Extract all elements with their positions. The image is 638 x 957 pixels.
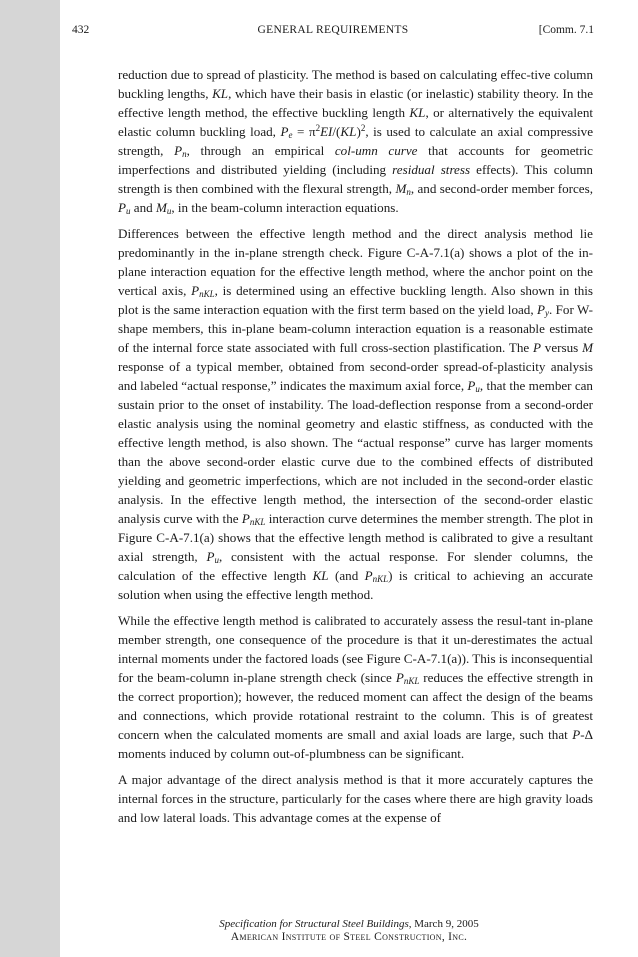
italic-text: col-umn curve — [334, 143, 418, 158]
spec-title: Specification for Structural Steel Buildings, — [219, 918, 412, 930]
text-run: that accounts for geometric imperfections and distributed yielding (including — [118, 143, 593, 177]
text-run: , consistent with the actual response. For slender columns, the calculation of the effective length — [118, 549, 593, 583]
subscript: u — [126, 206, 131, 216]
subscript: u — [214, 555, 219, 565]
text-run: , or alternatively the equivalent elastic column buckling load, — [118, 105, 594, 139]
text-run: Differences between the effective length method and the direct analysis method lie predominantly in the in-plane strength check. Figure C-A-7.1(a) shows a plot of the in-plane interaction equation for the effective length method, where the anchor point on the vertical axis, — [118, 226, 593, 298]
text-run: response of a typical member, obtained from second-order spread-of-plasticity analysis and labeled “actual response,” indicates the maximum axial force, — [118, 359, 593, 393]
subscript: e — [288, 130, 293, 140]
subscript: n — [182, 149, 187, 159]
text-run: , is determined using an effective buckling length. Also shown in this plot is the same interaction equation with the first term based on the yield load, — [118, 283, 593, 317]
text-run: , through an empirical — [186, 143, 335, 158]
text-run: , in the beam-column interaction equations. — [171, 200, 399, 215]
italic-text: P — [572, 727, 581, 742]
page-gutter — [0, 0, 60, 957]
italic-text: KL — [212, 86, 229, 101]
text-run: A major advantage of the direct analysis method is that it more accurately captures the internal forces in the structure, particularly for the cases where there are high gravity loads and low lateral loads. This advantage comes at the expense of — [118, 772, 593, 825]
footer-spec-line — [60, 918, 638, 931]
text-run: . For W-shape members, this in-plane beam-column interaction equation is a reasonable estimate of the internal force state associated with full cross-section plastification. The — [118, 302, 593, 355]
spec-date: March 9, 2005 — [411, 918, 479, 930]
italic-text: M — [155, 200, 167, 215]
italic-text: M — [582, 340, 593, 355]
page-footer — [60, 918, 638, 944]
italic-text: KL — [312, 568, 329, 583]
italic-text: P — [395, 670, 404, 685]
text-run: /( — [332, 124, 341, 139]
text-run: = π — [292, 124, 316, 139]
italic-text: KL — [409, 105, 426, 120]
text-run: ) is critical to achieving an accurate solution when using the effective length method. — [118, 568, 593, 602]
subscript: y — [545, 308, 549, 318]
text-run: reduces the effective strength in the correct proportion); however, the reduced moment can affect the design of the beams and connections, which provide rotational restraint to the column. This is of greatest concern when the calculated moments are small and axial loads are large, such that — [118, 670, 593, 742]
text-run: interaction curve determines the member strength. The plot in Figure C-A-7.1(a) shows that the effective length method is calibrated to give a resultant axial strength, — [118, 511, 593, 564]
subscript: nKL — [403, 676, 420, 686]
subscript: n — [406, 187, 411, 197]
paragraph — [118, 611, 593, 763]
subscript: u — [166, 206, 172, 216]
italic-text: KL — [340, 124, 357, 139]
italic-text: P — [241, 511, 250, 526]
italic-text: P — [467, 378, 476, 393]
text-run: While the effective length method is calibrated to accurately assess the resul-tant in-plane member strength, one consequence of the procedure is that it un-derestimates the actual internal moments under the factored loads (see Figure C-A-7.1(a)). This is inconsequential for the beam-column in-plane strength check (since — [118, 613, 593, 685]
italic-text: M — [395, 181, 407, 196]
italic-text: residual stress — [392, 162, 471, 177]
text-run: , is used to calculate an axial compressive strength, — [118, 124, 594, 158]
paragraph — [118, 65, 593, 217]
running-title: GENERAL REQUIREMENTS — [257, 24, 409, 36]
italic-text: P — [118, 200, 126, 215]
text-run: -Δ moments induced by column out-of-plumbness can be significant. — [118, 727, 593, 761]
paragraph — [118, 770, 593, 827]
page-number: 432 — [72, 24, 90, 36]
body-text — [118, 65, 593, 834]
text-run: ) — [356, 124, 361, 139]
paragraph — [118, 224, 593, 604]
footer-publisher: American Institute of Steel Construction, Inc. — [230, 931, 468, 943]
text-run: , that the member can sustain prior to the onset of instability. The load-deflection response from a second-order elastic analysis using the nominal geometry and elastic stiffness, as conducted with the effective length method, is also shown. The “actual response” curve has larger moments than the above second-order elastic curve due to the combined effects of distributed yielding and geometric imperfections, which are not included in the second-order elastic analysis. In the effective length method, the intersection of the second-order elastic analysis curve with the — [118, 378, 593, 526]
subscript: nKL — [372, 574, 389, 584]
running-header — [72, 24, 594, 40]
italic-text: P — [537, 302, 545, 317]
subscript: nKL — [199, 289, 215, 299]
subscript: nKL — [249, 517, 266, 527]
text-run: (and — [328, 568, 365, 583]
italic-text: P — [280, 124, 289, 139]
text-run: , which have their basis in elastic (or inelastic) stability theory. In the effective length method, the effective buckling length — [118, 86, 594, 120]
text-run: reduction due to spread of plasticity. The method is based on calculating effec-tive column buckling lengths, — [118, 67, 593, 101]
section-reference: [Comm. 7.1 — [538, 24, 594, 36]
superscript: 2 — [360, 123, 366, 133]
italic-text: P — [191, 283, 200, 298]
text-run: effects). This column strength is then combined with the flexural strength, — [118, 162, 593, 196]
italic-text: P — [206, 549, 215, 564]
text-run: and — [130, 200, 156, 215]
subscript: u — [475, 384, 480, 394]
text-run: , and second-order member forces, — [410, 181, 593, 196]
superscript: 2 — [315, 123, 321, 133]
italic-text: EI — [320, 124, 333, 139]
text-run: versus — [541, 340, 583, 355]
italic-text: P — [364, 568, 373, 583]
italic-text: P — [174, 143, 183, 158]
italic-text: P — [533, 340, 541, 355]
